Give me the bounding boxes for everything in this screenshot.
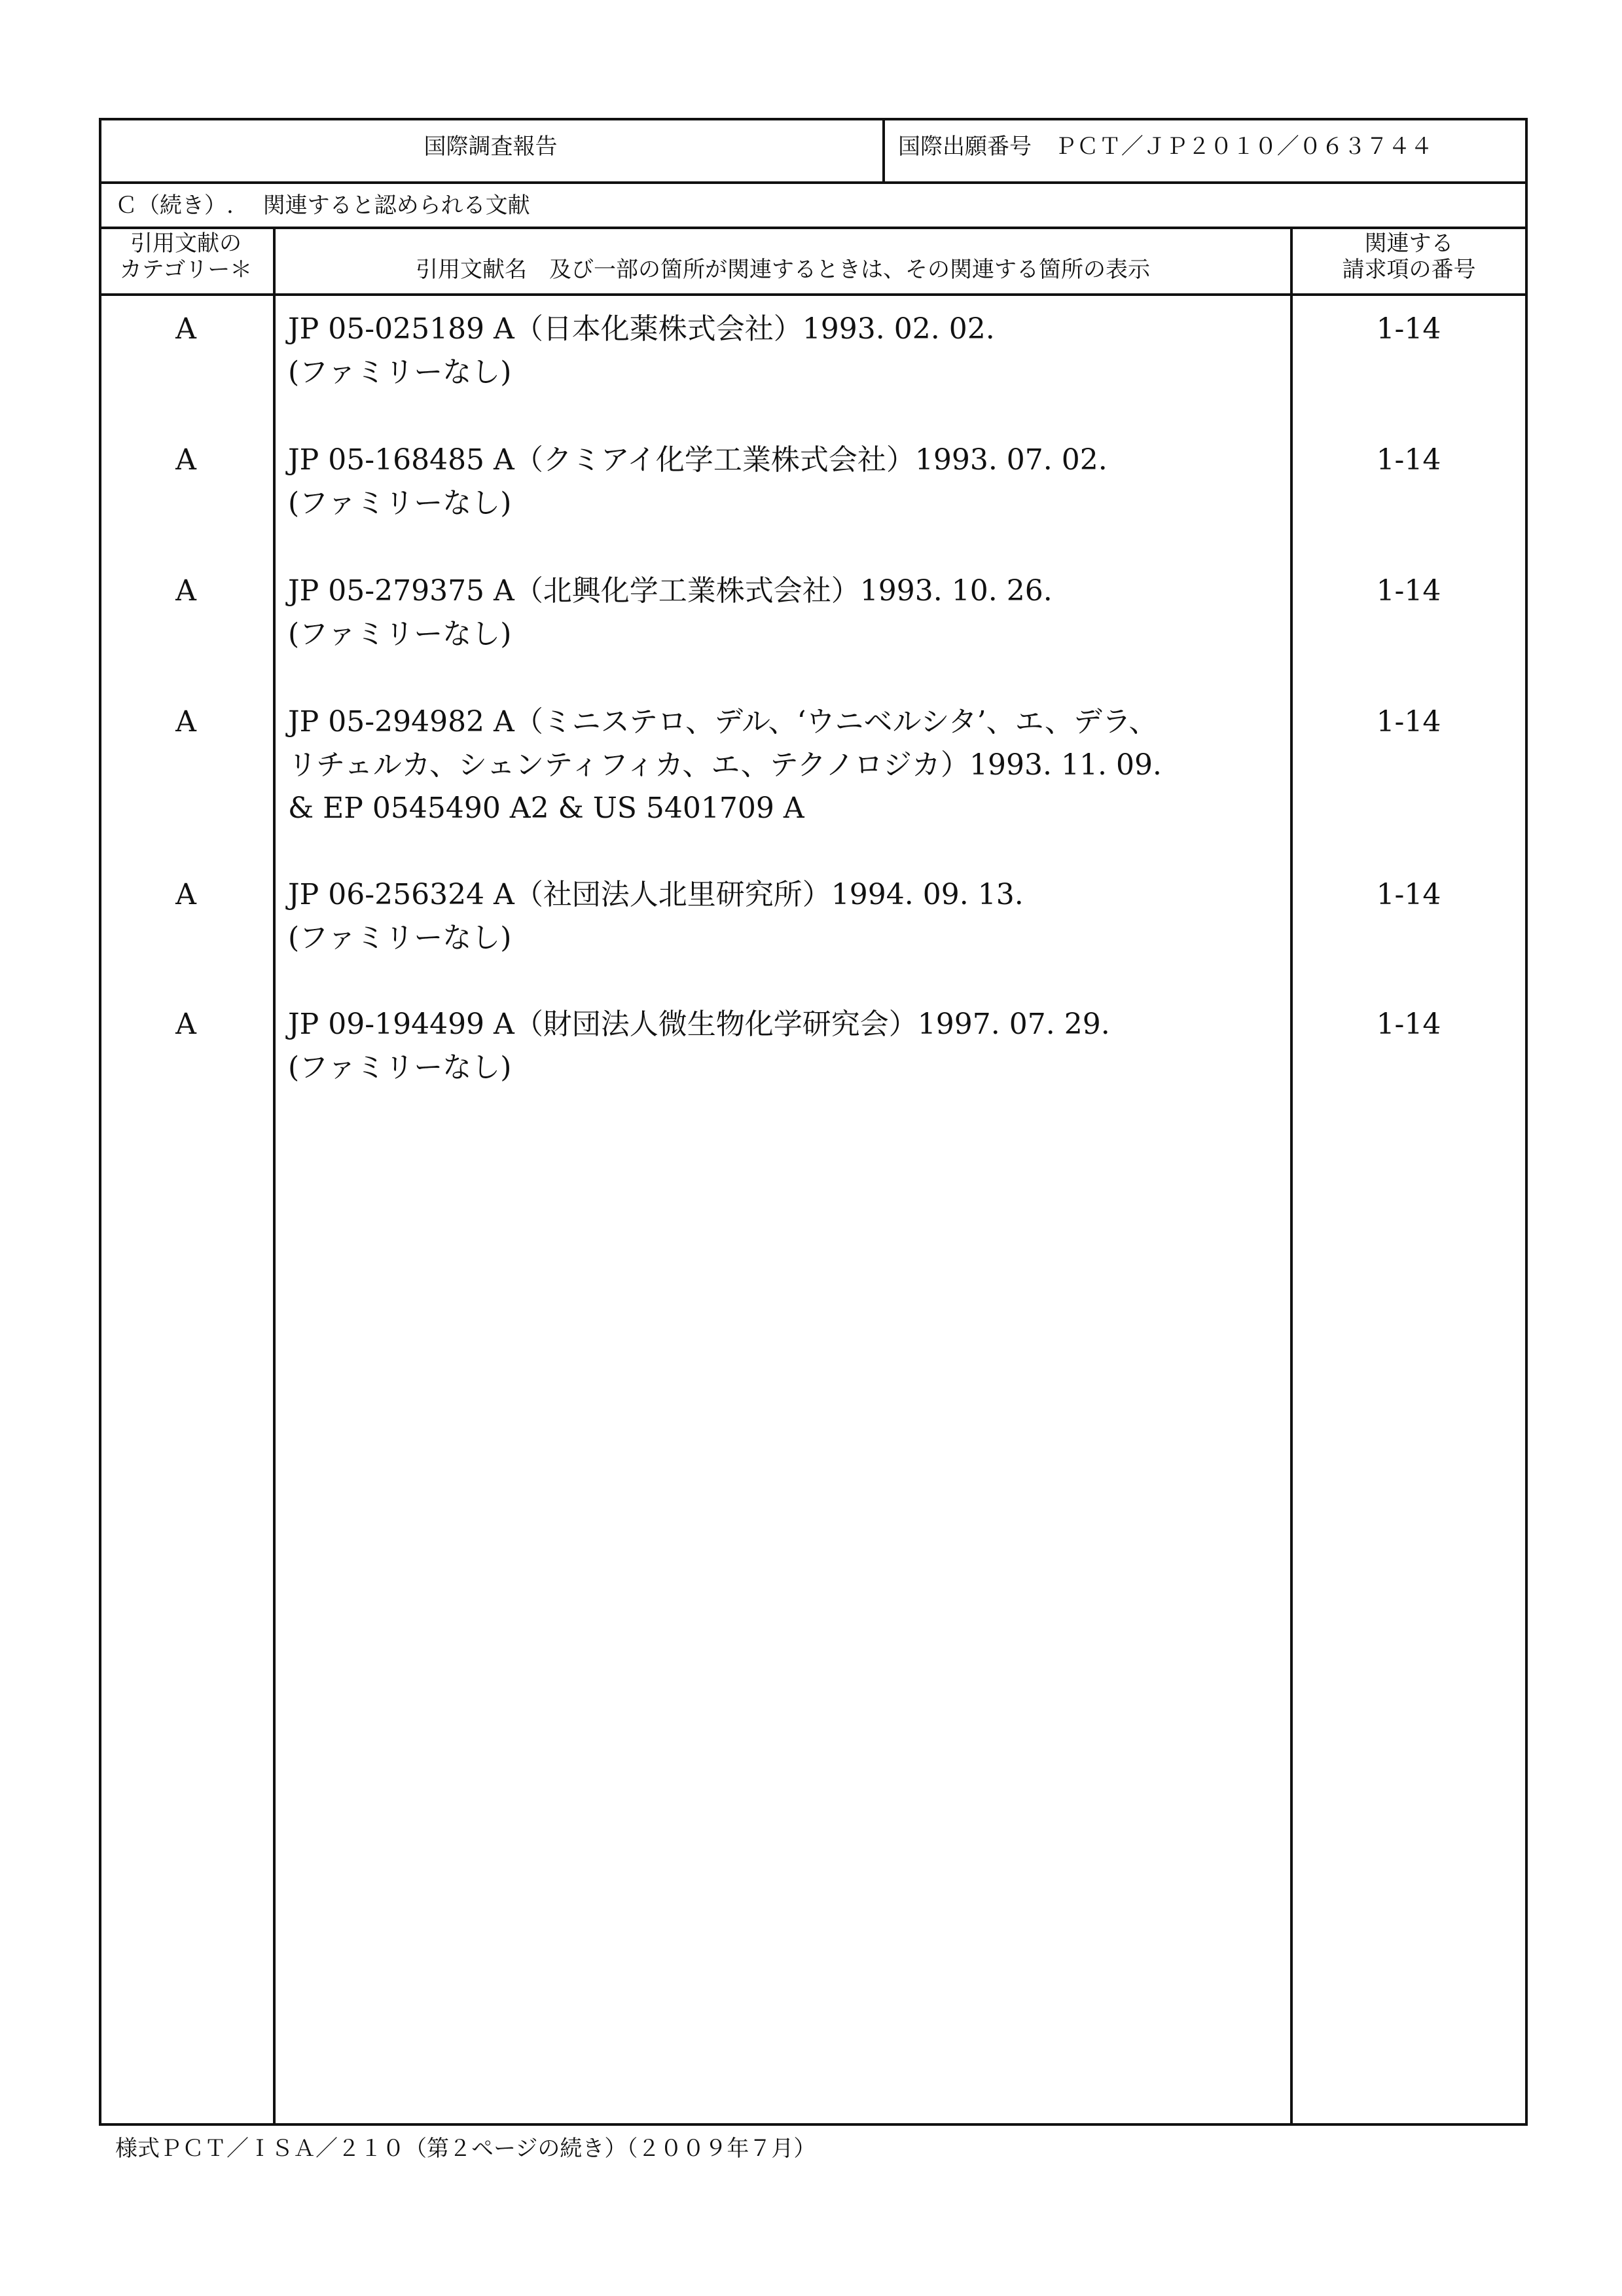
row-category: A xyxy=(175,705,196,738)
column-header-claims xyxy=(1293,230,1525,283)
column-header-category-line1: 引用文献の xyxy=(130,230,242,257)
report-title: 国際調査報告 xyxy=(424,134,558,160)
citation-line: JP 09-194499 A（財団法人微生物化学研究会）1997. 07. 29. xyxy=(288,1008,1110,1041)
row-claims: 1-14 xyxy=(1376,574,1441,608)
row-claims: 1-14 xyxy=(1376,312,1441,346)
column-header-claims-line2: 請求項の番号 xyxy=(1342,257,1476,283)
citation-line: リチェルカ、シェンティフィカ、エ、テクノロジカ）1993. 11. 09. xyxy=(288,748,1162,782)
citation-line: (ファミリーなし) xyxy=(288,617,512,651)
column-header-category-line2: カテゴリー＊ xyxy=(119,257,253,283)
section-heading xyxy=(115,192,530,219)
row-citation xyxy=(288,308,995,394)
row-citation xyxy=(288,873,1024,960)
application-number: ＰＣＴ／ＪＰ２０１０／０６３７４４ xyxy=(1054,134,1433,160)
row-category: A xyxy=(175,443,196,477)
application-number-field xyxy=(898,134,1433,160)
citation-line: JP 06-256324 A（社団法人北里研究所）1994. 09. 13. xyxy=(288,878,1024,911)
row-claims: 1-14 xyxy=(1376,1008,1441,1041)
form-footer: 様式ＰＣＴ／ＩＳＡ／２１０（第２ページの続き）（２００９年７月） xyxy=(115,2136,816,2162)
citation-line: (ファミリーなし) xyxy=(288,486,512,520)
row-category: A xyxy=(175,1008,196,1041)
column-header-category xyxy=(99,230,273,283)
row-claims: 1-14 xyxy=(1376,878,1441,911)
row-category: A xyxy=(175,312,196,346)
row-citation xyxy=(288,1003,1110,1089)
application-number-label: 国際出願番号 xyxy=(898,134,1032,160)
section-title: 関連すると認められる文献 xyxy=(262,192,530,219)
citation-line: JP 05-168485 A（クミアイ化学工業株式会社）1993. 07. 02. xyxy=(288,443,1108,477)
citation-line: JP 05-294982 A（ミニステロ、デル、‘ウニベルシタ’、エ、デラ、 xyxy=(288,705,1158,738)
row-claims: 1-14 xyxy=(1376,443,1441,477)
citation-line: (ファミリーなし) xyxy=(288,921,512,955)
citation-line: JP 05-279375 A（北興化学工業株式会社）1993. 10. 26. xyxy=(288,574,1053,608)
section-label: Ｃ（続き）. xyxy=(115,192,234,219)
citation-line: (ファミリーなし) xyxy=(288,1051,512,1084)
column-header-claims-line1: 関連する xyxy=(1364,230,1454,257)
row-citation xyxy=(288,439,1108,525)
citation-line: JP 05-025189 A（日本化薬株式会社）1993. 02. 02. xyxy=(288,312,995,346)
citation-line: & EP 0545490 A2 & US 5401709 A xyxy=(288,792,804,825)
citation-line: (ファミリーなし) xyxy=(288,355,512,389)
column-header-citation: 引用文献名 及び一部の箇所が関連するときは、その関連する箇所の表示 xyxy=(416,257,1150,283)
row-citation xyxy=(288,570,1053,656)
row-category: A xyxy=(175,574,196,608)
row-citation xyxy=(288,701,1162,830)
row-category: A xyxy=(175,878,196,911)
row-claims: 1-14 xyxy=(1376,705,1441,738)
